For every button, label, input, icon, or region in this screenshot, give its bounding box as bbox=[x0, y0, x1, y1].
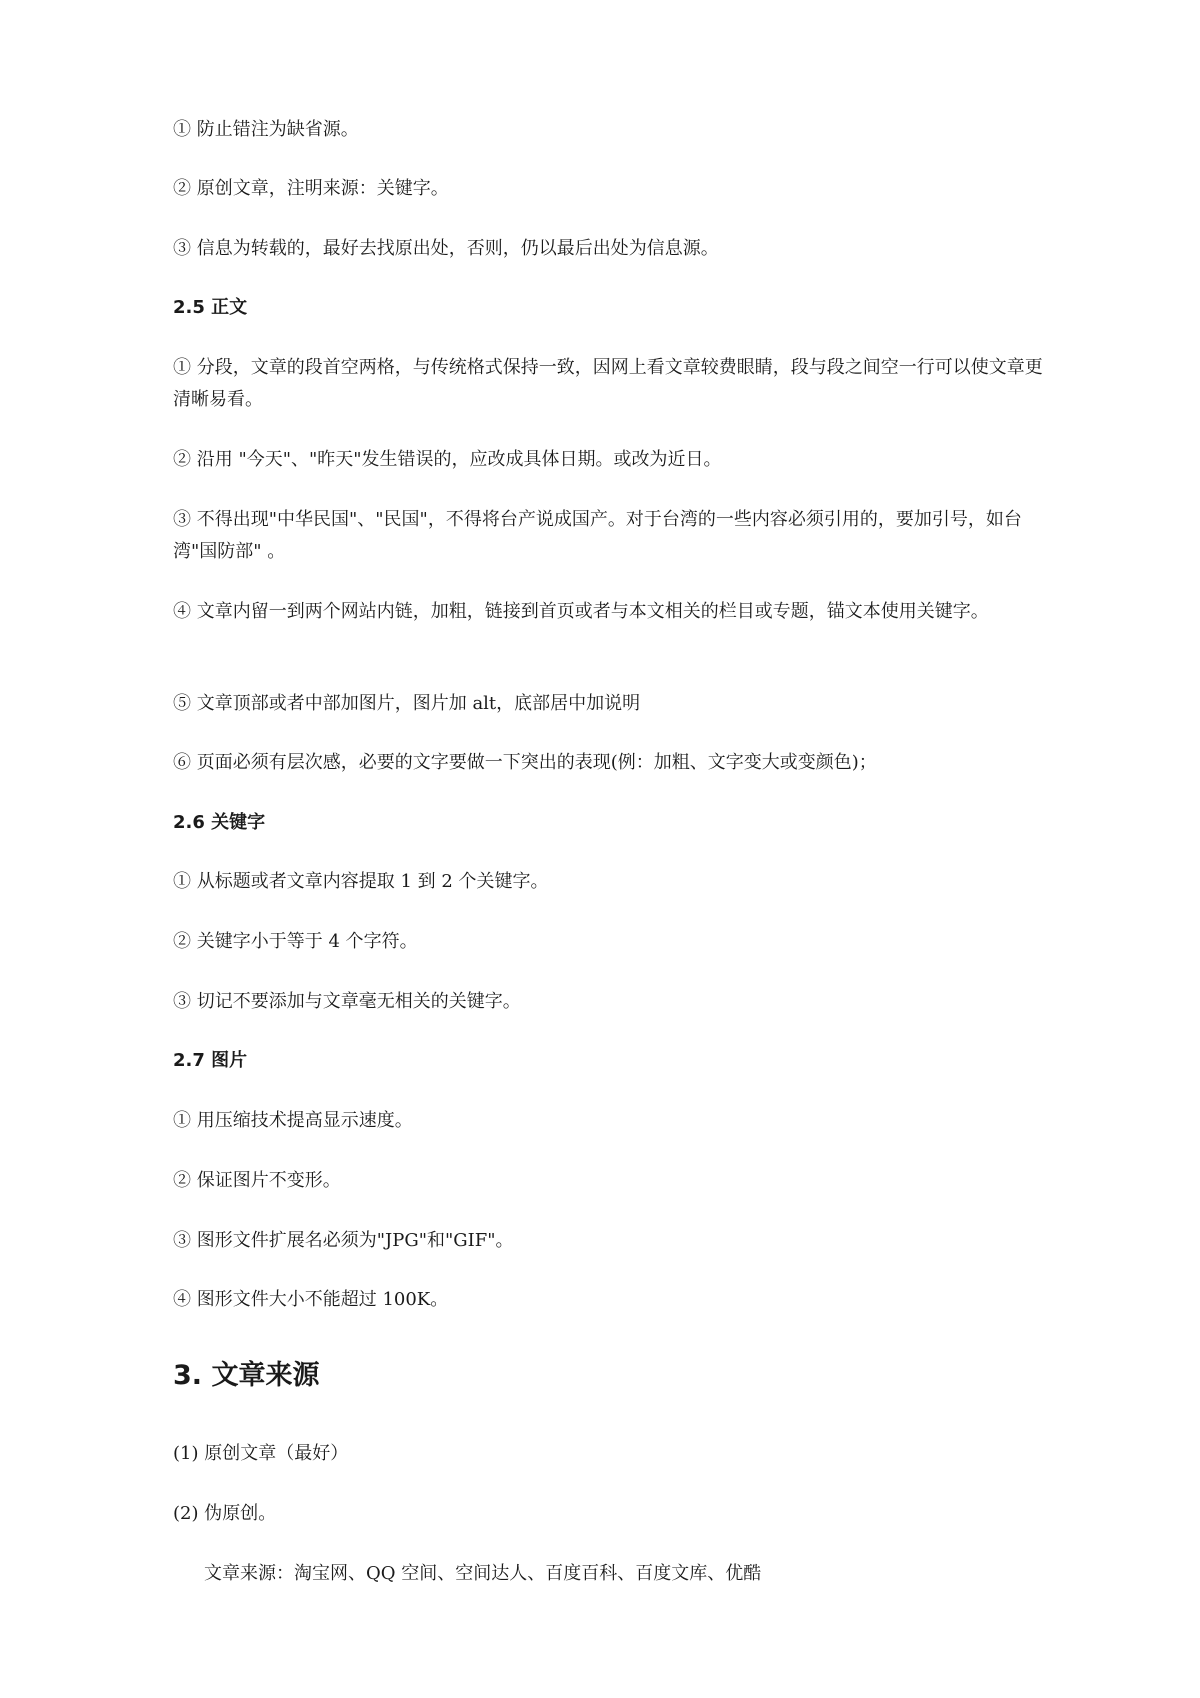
paragraph-body-3: ③ 不得出现"中华民国"、"民国"，不得将台产说成国产。对于台湾的一些内容必须引用的，要加引号，如台湾"国防部" 。 bbox=[173, 509, 1022, 562]
paragraph-source-1: ① 防止错注为缺省源。 bbox=[173, 119, 359, 140]
chapter-heading-3: 3. 文章来源 bbox=[173, 1360, 320, 1391]
paragraph-body-1: ① 分段，文章的段首空两格，与传统格式保持一致，因网上看文章较费眼睛，段与段之间空一行可以使文章更清晰易看。 bbox=[173, 357, 1043, 410]
paragraph-body-6: ⑥ 页面必须有层次感，必要的文字要做一下突出的表现(例：加粗、文字变大或变颜色)； bbox=[173, 752, 877, 773]
paragraph-source-3: ③ 信息为转载的，最好去找原出处，否则，仍以最后出处为信息源。 bbox=[173, 238, 719, 259]
paragraph-keyword-2: ② 关键字小于等于 4 个字符。 bbox=[173, 931, 418, 952]
paragraph-keyword-3: ③ 切记不要添加与文章毫无相关的关键字。 bbox=[173, 991, 521, 1012]
paragraph-image-2: ② 保证图片不变形。 bbox=[173, 1170, 341, 1191]
paragraph-image-1: ① 用压缩技术提高显示速度。 bbox=[173, 1110, 413, 1131]
paragraph-keyword-1: ① 从标题或者文章内容提取 1 到 2 个关键字。 bbox=[173, 871, 549, 892]
paragraph-image-3: ③ 图形文件扩展名必须为"JPG"和"GIF"。 bbox=[173, 1230, 514, 1251]
section-heading-2-5: 2.5 正文 bbox=[173, 297, 248, 318]
paragraph-image-4: ④ 图形文件大小不能超过 100K。 bbox=[173, 1289, 449, 1310]
paragraph-source-2: ② 原创文章，注明来源：关键字。 bbox=[173, 178, 449, 199]
paragraph-body-2: ② 沿用 "今天"、"昨天"发生错误的，应改成具体日期。或改为近日。 bbox=[173, 449, 722, 470]
paragraph-body-5: ⑤ 文章顶部或者中部加图片，图片加 alt，底部居中加说明 bbox=[173, 693, 641, 714]
paragraph-body-4: ④ 文章内留一到两个网站内链，加粗，链接到首页或者与本文相关的栏目或专题，锚文本使用关键字。 bbox=[173, 601, 989, 622]
section-heading-2-7: 2.7 图片 bbox=[173, 1050, 248, 1071]
paragraph-origin-2: (2) 伪原创。 bbox=[173, 1503, 277, 1524]
paragraph-origin-sources: 文章来源：淘宝网、QQ 空间、空间达人、百度百科、百度文库、优酷 bbox=[204, 1563, 762, 1584]
section-heading-2-6: 2.6 关键字 bbox=[173, 812, 266, 833]
paragraph-origin-1: (1) 原创文章（最好） bbox=[173, 1443, 349, 1464]
